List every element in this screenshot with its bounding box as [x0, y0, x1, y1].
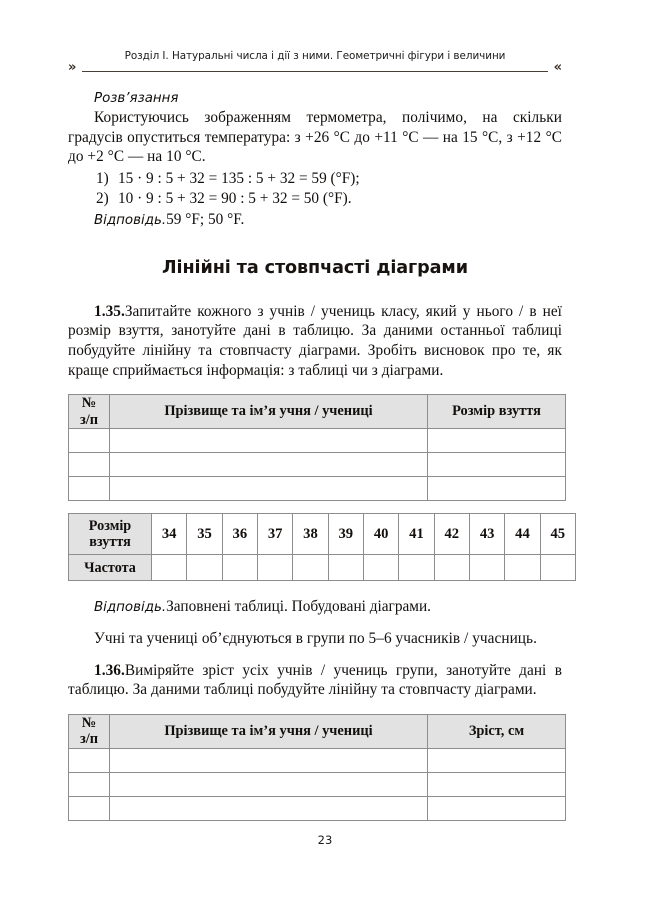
- cell-no[interactable]: [69, 477, 110, 501]
- cell-height[interactable]: [428, 748, 566, 772]
- column-header-no: [69, 714, 110, 748]
- cell-height[interactable]: [428, 796, 566, 820]
- column-header-no-line2: з/п: [79, 731, 99, 748]
- cell-size: 37: [257, 514, 292, 555]
- table-row: [69, 429, 566, 453]
- cell-size: 38: [293, 514, 328, 555]
- cell-frequency[interactable]: [187, 555, 222, 581]
- table-header-row: [69, 714, 566, 748]
- cell-frequency[interactable]: [222, 555, 257, 581]
- cell-name[interactable]: [110, 772, 428, 796]
- cell-frequency[interactable]: [434, 555, 469, 581]
- column-header-name: Прізвище та ім’я учня / учениці: [110, 395, 428, 429]
- cell-name[interactable]: [110, 796, 428, 820]
- table-row: [69, 772, 566, 796]
- cell-shoe-size[interactable]: [428, 429, 566, 453]
- cell-size: 34: [152, 514, 187, 555]
- cell-name[interactable]: [110, 453, 428, 477]
- step-expression: 15 · 9 : 5 + 32 = 135 : 5 + 32 = 59 (°F);: [118, 169, 360, 187]
- step-number: 1): [96, 169, 109, 187]
- exercise-135-text: Запитайте кожного з учнів / учениць класу, який у нього / в неї розмір взуття, занотуйте дані в таблицю. За даними останньої таблиці побудуйте лінійну та стовпчасту діаграми. Зробіть висновок про те, як краще сприймається інформація: з таблиці чи з діаграми.: [68, 302, 562, 379]
- cell-size: 45: [540, 514, 575, 555]
- table-body: [69, 514, 576, 581]
- page-content: [68, 88, 566, 821]
- running-head-rule: [68, 60, 562, 76]
- column-header-no-line1: №: [81, 395, 97, 412]
- cell-no[interactable]: [69, 748, 110, 772]
- table-header-row: [69, 395, 566, 429]
- exercise-135-paragraph: [68, 302, 562, 380]
- cell-frequency[interactable]: [540, 555, 575, 581]
- cell-frequency[interactable]: [328, 555, 363, 581]
- cell-no[interactable]: [69, 772, 110, 796]
- ornament-left-icon: »: [68, 60, 77, 75]
- cell-frequency[interactable]: [293, 555, 328, 581]
- exercise-136-number: 1.36.: [94, 661, 125, 679]
- solution-block: [68, 88, 562, 230]
- table-body: [69, 748, 566, 820]
- cell-name[interactable]: [110, 477, 428, 501]
- solution-label-line: [68, 88, 562, 108]
- ornament-right-icon: «: [553, 60, 562, 75]
- cell-name[interactable]: [110, 748, 428, 772]
- cell-no[interactable]: [69, 796, 110, 820]
- column-header-no-line2: з/п: [79, 411, 99, 428]
- column-header-shoe-size: Розмір взуття: [428, 395, 566, 429]
- step-number: 2): [96, 190, 109, 208]
- cell-no[interactable]: [69, 429, 110, 453]
- cell-size: 40: [363, 514, 398, 555]
- table-row: [69, 748, 566, 772]
- answer-text: 59 °F; 50 °F.: [166, 210, 245, 228]
- exercise-136-text: Виміряйте зріст усіх учнів / учениць групи, занотуйте дані в таблицю. За даними таблиці побудуйте лінійну та стовпчасту діаграми.: [68, 661, 562, 699]
- answer-135-label: Відповідь.: [94, 600, 167, 616]
- cell-shoe-size[interactable]: [428, 453, 566, 477]
- section-title: Лінійні та стовпчасті діаграми: [162, 257, 468, 278]
- row-header-shoe-size-line1: Розмір: [88, 518, 132, 535]
- list-item: [68, 189, 562, 210]
- table-row-frequency: [69, 555, 576, 581]
- running-head: [68, 50, 562, 76]
- cell-shoe-size[interactable]: [428, 477, 566, 501]
- table-row: [69, 453, 566, 477]
- solution-steps-list: [68, 169, 562, 210]
- table-header: [69, 395, 566, 429]
- row-header-frequency: Частота: [69, 555, 152, 581]
- column-header-no-line1: №: [81, 714, 97, 731]
- solution-answer-line: [68, 210, 562, 230]
- cell-size: 36: [222, 514, 257, 555]
- list-item: [68, 169, 562, 190]
- cell-size: 44: [505, 514, 540, 555]
- table-height-roster: [68, 714, 566, 821]
- group-note-paragraph: Учні та учениці об’єднуються в групи по 5–6 учасників / учасниць.: [94, 630, 537, 648]
- cell-frequency[interactable]: [152, 555, 187, 581]
- column-header-name: Прізвище та ім’я учня / учениці: [110, 714, 428, 748]
- cell-name[interactable]: [110, 429, 428, 453]
- cell-size: 42: [434, 514, 469, 555]
- cell-height[interactable]: [428, 772, 566, 796]
- cell-frequency[interactable]: [469, 555, 504, 581]
- column-header-height: Зріст, см: [428, 714, 566, 748]
- cell-frequency[interactable]: [363, 555, 398, 581]
- table-row: [69, 477, 566, 501]
- cell-frequency[interactable]: [399, 555, 434, 581]
- table-frequency: [68, 513, 576, 581]
- table-header: [69, 714, 566, 748]
- exercise-136-paragraph: [68, 661, 562, 700]
- table-shoe-roster: [68, 394, 566, 501]
- cell-frequency[interactable]: [257, 555, 292, 581]
- column-header-no: [69, 395, 110, 429]
- cell-size: 35: [187, 514, 222, 555]
- cell-size: 43: [469, 514, 504, 555]
- row-header-shoe-size-line2: взуття: [89, 534, 131, 551]
- answer-135-line: [68, 597, 562, 617]
- page-number: 23: [317, 833, 333, 847]
- cell-no[interactable]: [69, 453, 110, 477]
- answer-label: Відповідь.: [94, 212, 167, 228]
- table-row: [69, 796, 566, 820]
- answer-135-text: Заповнені таблиці. Побудовані діаграми.: [166, 598, 431, 616]
- table-body: [69, 429, 566, 501]
- horizontal-rule: [82, 71, 548, 72]
- cell-size: 41: [399, 514, 434, 555]
- solution-paragraph: Користуючись зображенням термометра, полічимо, на скільки градусів опуститься температура: з +26 °С до +11 °С — на 15 °С, з +12 °С до +2 °С — на 10 °С.: [68, 109, 562, 166]
- table-row-sizes: [69, 514, 576, 555]
- solution-label: Розв’язання: [94, 91, 179, 106]
- step-expression: 10 · 9 : 5 + 32 = 90 : 5 + 32 = 50 (°F).: [118, 190, 352, 208]
- cell-size: 39: [328, 514, 363, 555]
- exercise-135-number: 1.35.: [94, 302, 125, 320]
- row-header-shoe-size: [69, 514, 152, 555]
- cell-frequency[interactable]: [505, 555, 540, 581]
- running-head-title: Розділ I. Натуральні числа і дії з ними. Геометричні фігури і величини: [124, 50, 506, 62]
